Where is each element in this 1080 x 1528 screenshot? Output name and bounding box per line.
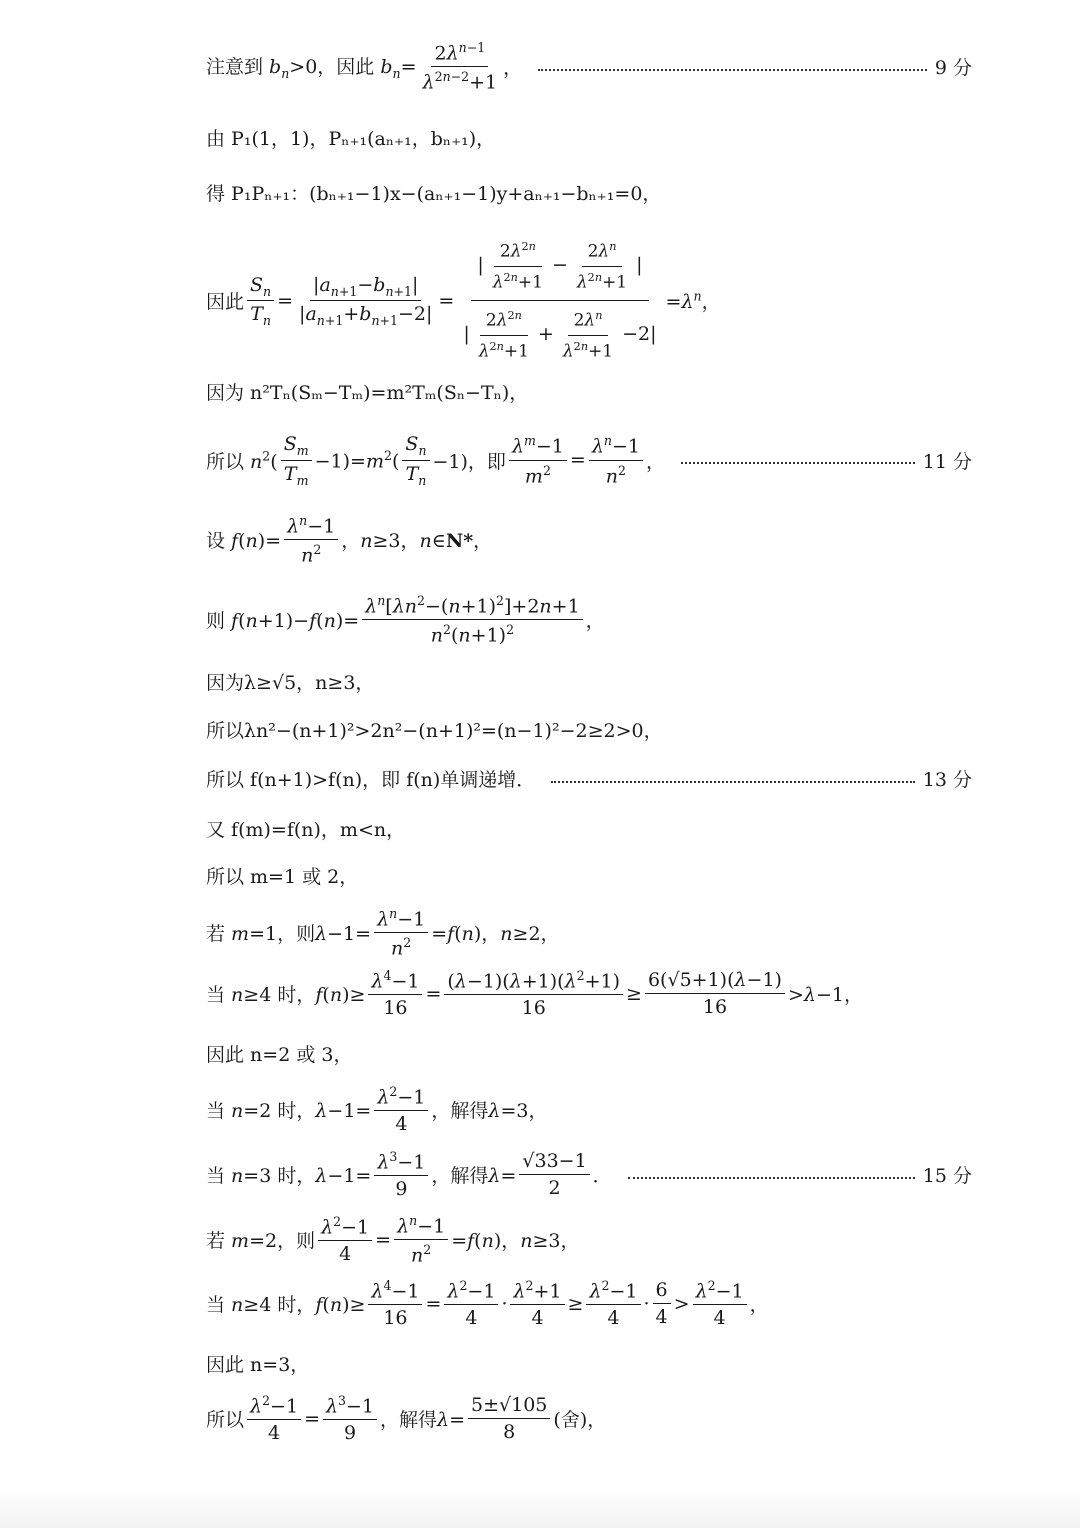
math-text: 由 P₁(1，1)，Pₙ₊₁(aₙ₊₁，bₙ₊₁)， — [206, 128, 496, 150]
solution-line — [206, 40, 972, 94]
scan-edge-shading — [0, 1490, 1080, 1528]
math-expression: 所以 $\frac{\lambda^2-1}{4}$ = $\frac{\lambda^3-1}{9}$ ，解得λ= $\frac{5\pm√105}{8}$ (舍)， — [206, 1393, 607, 1445]
solution-line — [206, 1393, 972, 1444]
math-text: 所以 m=1 或 2， — [206, 866, 359, 888]
math-text: 因为λ≥√5，n≥3， — [206, 672, 375, 694]
solution-line — [206, 232, 972, 370]
solution-line — [206, 1213, 972, 1267]
solution-line — [206, 1040, 972, 1067]
dotted-leader — [681, 462, 915, 464]
math-expression: 若 m=1，则λ−1= $\frac{\lambda^n-1}{n^2}$ =f(n)，n≥2， — [206, 906, 560, 960]
math-expression: 当 n≥4 时，f(n)≥ $\frac{\lambda^4-1}{16}$ = $\frac{(\lambda-1)(\lambda+1)(\lambda^2+1)}{16}$ ≥ $\frac{6(√5+1)(\lambda-1)}{16}$ >λ−1， — [206, 968, 863, 1020]
math-expression: 若 m=2，则 $\frac{\lambda^2-1}{4}$ = $\frac{\lambda^n-1}{n^2}$ =f(n)，n≥3， — [206, 1213, 580, 1267]
math-expression: 则 f(n+1)−f(n)= $\frac{\lambda^n[\lambda n^2-(n+1)^2]+2n+1}{n^2(n+1)^2}$ ， — [206, 593, 605, 647]
dotted-leader — [538, 69, 927, 71]
dotted-leader — [628, 1177, 915, 1179]
solution-line — [206, 906, 972, 960]
solution-line — [206, 1350, 972, 1377]
score-label: 15 分 — [922, 1165, 972, 1188]
score-label: 9 分 — [934, 57, 972, 80]
solution-line — [206, 862, 972, 889]
solution-line — [206, 968, 972, 1019]
math-expression: 当 n=3 时，λ−1= $\frac{\lambda^3-1}{9}$ ，解得λ= $\frac{√33-1}{2}$ ． — [206, 1149, 612, 1201]
math-expression: 当 n=2 时，λ−1= $\frac{\lambda^2-1}{4}$ ，解得λ=3， — [206, 1084, 548, 1136]
score-label: 11 分 — [922, 450, 972, 473]
math-expression: 所以 $n^2$( $\frac{S_m}{T_m}$ $-1)=m^2$( $\frac{S_n}{T_n}$ −1)，即 $\frac{\lambda^m-1}{m^2}$ = $\frac{\lambda^n-1}{n^2}$ ， — [206, 433, 665, 488]
math-expression: 因此 $\frac{S_n}{T_n}$ = $\frac{|a_{n+1}-b_{n+1}|}{|a_{n+1}+b_{n+1}-2|}$ = | $\frac{2\lambda^{2n}}{\lambda^{2n}+1}$ − $\frac{2\lambda^n}{\lambda^{2n}+1}$ | | $\frac{2\lambda^{2n}}{\lambda^{2n}+1}$ + $\frac{2\lambda^n}{\lambda^{2n}+1}$ −2| $=\lambda^n$， — [206, 232, 721, 370]
solution-line — [206, 1278, 972, 1329]
math-text: 所以λn²−(n+1)²>2n²−(n+1)²=(n−1)²−2≥2>0， — [206, 720, 663, 742]
solution-line — [206, 1084, 972, 1135]
math-expression: 设 f(n)= $\frac{\lambda^n-1}{n^2}$ ，n≥3，n∈N*， — [206, 513, 493, 567]
solution-line — [206, 815, 972, 842]
solution-line — [206, 179, 972, 206]
dotted-leader — [551, 781, 914, 783]
math-expression: 当 n≥4 时，f(n)≥ $\frac{\lambda^4-1}{16}$ = $\frac{\lambda^2-1}{4}$ · $\frac{\lambda^2+1}{4}$ ≥ $\frac{\lambda^2-1}{4}$ · $\frac{6}{4}$ > $\frac{\lambda^2-1}{4}$ ， — [206, 1278, 769, 1330]
score-label: 13 分 — [922, 769, 972, 791]
math-text: 因此 n=2 或 3， — [206, 1044, 353, 1066]
solution-line — [206, 433, 972, 488]
solution-line — [206, 124, 972, 151]
solution-line — [206, 378, 972, 405]
math-text: 因为 n²Tₙ(Sₘ−Tₘ)=m²Tₘ(Sₙ−Tₙ)， — [206, 382, 529, 404]
math-expression: 注意到 $b_n>0$，因此 $b_n=$ $\frac{2\lambda^{n-1}}{\lambda^{2n-2}+1}$ ， — [206, 40, 523, 94]
solution-line — [206, 1149, 972, 1200]
solution-line — [206, 716, 972, 743]
solution-line — [206, 513, 972, 567]
math-text: 所以 f(n+1)>f(n)，即 f(n)单调递增． — [206, 769, 536, 791]
solution-line — [206, 765, 972, 792]
solution-line — [206, 593, 972, 647]
math-text: 又 f(m)=f(n)，m<n， — [206, 819, 406, 841]
math-text: 因此 n=3， — [206, 1354, 310, 1376]
solution-line — [206, 668, 972, 695]
math-text: 得 P₁Pₙ₊₁：(bₙ₊₁−1)x−(aₙ₊₁−1)y+aₙ₊₁−bₙ₊₁=0， — [206, 183, 662, 205]
